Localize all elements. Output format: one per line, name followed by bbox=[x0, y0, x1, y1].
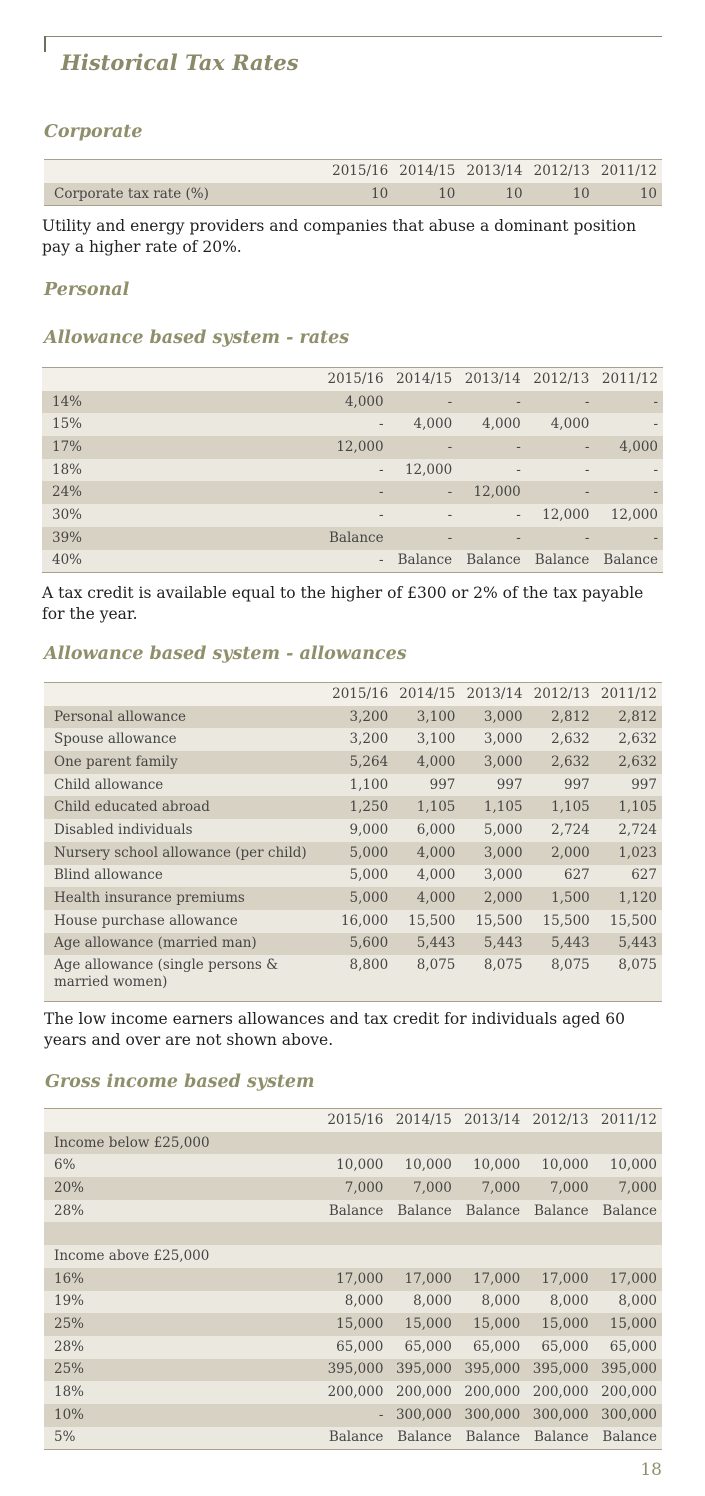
year-header-cell: 2011/12 bbox=[594, 368, 663, 391]
value-cell: 4,000 bbox=[393, 865, 460, 888]
year-header-row bbox=[44, 683, 662, 706]
value-cell: Balance bbox=[389, 550, 458, 573]
table-row bbox=[44, 728, 662, 751]
value-cell: 5,443 bbox=[393, 933, 460, 956]
value-cell: 997 bbox=[595, 774, 662, 797]
value-cell: 3,200 bbox=[326, 706, 393, 729]
value-cell: 997 bbox=[528, 774, 595, 797]
row-label: Corporate tax rate (%) bbox=[44, 183, 326, 206]
value-cell: - bbox=[594, 481, 663, 504]
value-cell: 2,000 bbox=[460, 887, 527, 910]
value-cell: 395,000 bbox=[320, 1359, 388, 1382]
value-cell: Balance bbox=[388, 1200, 456, 1223]
table-row bbox=[42, 413, 663, 436]
value-cell: 5,443 bbox=[595, 933, 662, 956]
row-label: House purchase allowance bbox=[44, 910, 326, 933]
rates-table bbox=[42, 367, 663, 573]
year-header-cell: 2011/12 bbox=[595, 683, 662, 706]
year-header-cell: 2011/12 bbox=[595, 160, 662, 183]
value-cell: 10,000 bbox=[388, 1154, 456, 1177]
table-row bbox=[42, 550, 663, 573]
value-cell: 15,000 bbox=[594, 1313, 662, 1336]
value-cell: 395,000 bbox=[388, 1359, 456, 1382]
value-cell: 8,075 bbox=[393, 955, 460, 1002]
gross-income-table bbox=[44, 1108, 662, 1450]
row-label: Income below £25,000 bbox=[44, 1132, 320, 1155]
value-cell: 627 bbox=[595, 865, 662, 888]
row-label: 10% bbox=[44, 1404, 320, 1427]
value-cell: 12,000 bbox=[320, 436, 389, 459]
year-header-cell: 2014/15 bbox=[393, 160, 460, 183]
value-cell bbox=[594, 1222, 662, 1245]
value-cell bbox=[525, 1222, 593, 1245]
row-label: Personal allowance bbox=[44, 706, 326, 729]
value-cell: 7,000 bbox=[320, 1177, 388, 1200]
value-cell: 2,632 bbox=[595, 728, 662, 751]
value-cell: 1,100 bbox=[326, 774, 393, 797]
value-cell: 200,000 bbox=[594, 1381, 662, 1404]
value-cell: 65,000 bbox=[388, 1336, 456, 1359]
year-header-cell: 2015/16 bbox=[326, 683, 393, 706]
row-label: Spouse allowance bbox=[44, 728, 326, 751]
table-row bbox=[44, 706, 662, 729]
value-cell: 10,000 bbox=[594, 1154, 662, 1177]
year-header-cell: 2011/12 bbox=[594, 1109, 662, 1132]
table-row bbox=[44, 183, 662, 206]
value-cell: 15,500 bbox=[528, 910, 595, 933]
allowances-heading: Allowance based system - allowances bbox=[44, 644, 407, 664]
value-cell: 3,000 bbox=[460, 842, 527, 865]
row-label: 16% bbox=[44, 1268, 320, 1291]
page-number: 18 bbox=[640, 1460, 662, 1480]
value-cell: 17,000 bbox=[594, 1268, 662, 1291]
value-cell: 6,000 bbox=[393, 819, 460, 842]
table-row bbox=[42, 391, 663, 414]
corporate-tax-table bbox=[44, 159, 662, 206]
value-cell: 997 bbox=[460, 774, 527, 797]
value-cell: 1,105 bbox=[460, 796, 527, 819]
value-cell: - bbox=[320, 459, 389, 482]
value-cell: - bbox=[320, 481, 389, 504]
value-cell: - bbox=[457, 527, 526, 550]
value-cell: 8,075 bbox=[595, 955, 662, 1002]
rates-note: A tax credit is available equal to the higher of £300 or 2% of the tax payable for the year. bbox=[42, 584, 644, 623]
value-cell: Balance bbox=[320, 527, 389, 550]
table-row bbox=[42, 459, 663, 482]
value-cell: 15,500 bbox=[595, 910, 662, 933]
table-row bbox=[44, 1381, 662, 1404]
value-cell: 5,000 bbox=[326, 842, 393, 865]
value-cell: 4,000 bbox=[393, 842, 460, 865]
row-label: 20% bbox=[44, 1177, 320, 1200]
table-row bbox=[44, 955, 662, 1002]
table-row bbox=[42, 436, 663, 459]
table-row bbox=[44, 1132, 662, 1155]
value-cell: 8,000 bbox=[525, 1291, 593, 1314]
value-cell: 16,000 bbox=[326, 910, 393, 933]
value-cell: - bbox=[526, 436, 595, 459]
table-row bbox=[44, 865, 662, 888]
row-label: Income above £25,000 bbox=[44, 1245, 320, 1268]
value-cell: - bbox=[526, 391, 595, 414]
value-cell: 12,000 bbox=[594, 504, 663, 527]
value-cell: 200,000 bbox=[388, 1381, 456, 1404]
value-cell: 4,000 bbox=[526, 413, 595, 436]
table-row bbox=[44, 1336, 662, 1359]
value-cell: 5,000 bbox=[326, 887, 393, 910]
row-label: Age allowance (single persons & married women) bbox=[44, 955, 326, 1002]
row-label: 14% bbox=[42, 391, 320, 414]
value-cell: 3,200 bbox=[326, 728, 393, 751]
row-label: 17% bbox=[42, 436, 320, 459]
table-row bbox=[44, 1313, 662, 1336]
value-cell: 2,812 bbox=[595, 706, 662, 729]
value-cell: - bbox=[389, 527, 458, 550]
value-cell: 2,632 bbox=[595, 751, 662, 774]
value-cell: 8,000 bbox=[594, 1291, 662, 1314]
value-cell: 1,500 bbox=[528, 887, 595, 910]
table-row bbox=[44, 1291, 662, 1314]
value-cell: 2,724 bbox=[528, 819, 595, 842]
table-row bbox=[44, 1268, 662, 1291]
table-row bbox=[44, 1427, 662, 1450]
value-cell: - bbox=[457, 459, 526, 482]
year-header-cell: 2012/13 bbox=[526, 368, 595, 391]
year-header-cell: 2012/13 bbox=[525, 1109, 593, 1132]
value-cell bbox=[388, 1222, 456, 1245]
value-cell: 10 bbox=[595, 183, 662, 206]
value-cell: 200,000 bbox=[320, 1381, 388, 1404]
header-blank-cell bbox=[42, 368, 320, 391]
value-cell: Balance bbox=[594, 550, 663, 573]
header-blank-cell bbox=[44, 683, 326, 706]
year-header-row bbox=[44, 1109, 662, 1132]
value-cell: 7,000 bbox=[388, 1177, 456, 1200]
value-cell: 2,724 bbox=[595, 819, 662, 842]
row-label: 5% bbox=[44, 1427, 320, 1450]
value-cell bbox=[320, 1132, 388, 1155]
value-cell: Balance bbox=[320, 1200, 388, 1223]
header-blank-cell bbox=[44, 160, 326, 183]
year-header-cell: 2013/14 bbox=[460, 683, 527, 706]
value-cell: 17,000 bbox=[388, 1268, 456, 1291]
value-cell: 7,000 bbox=[457, 1177, 525, 1200]
value-cell: 5,000 bbox=[326, 865, 393, 888]
value-cell: 627 bbox=[528, 865, 595, 888]
value-cell: 4,000 bbox=[457, 413, 526, 436]
row-label: 39% bbox=[42, 527, 320, 550]
value-cell bbox=[457, 1245, 525, 1268]
rates-heading: Allowance based system - rates bbox=[44, 328, 350, 348]
value-cell: 4,000 bbox=[393, 751, 460, 774]
value-cell: 1,250 bbox=[326, 796, 393, 819]
corporate-note: Utility and energy providers and companies that abuse a dominant position pay a higher rate of 20%. bbox=[42, 217, 637, 256]
value-cell: - bbox=[594, 391, 663, 414]
value-cell: 4,000 bbox=[594, 436, 663, 459]
row-label: 24% bbox=[42, 481, 320, 504]
value-cell: 395,000 bbox=[457, 1359, 525, 1382]
value-cell: 3,000 bbox=[460, 751, 527, 774]
value-cell: 395,000 bbox=[525, 1359, 593, 1382]
value-cell: 300,000 bbox=[457, 1404, 525, 1427]
value-cell: 8,800 bbox=[326, 955, 393, 1002]
value-cell: - bbox=[457, 436, 526, 459]
value-cell: - bbox=[389, 436, 458, 459]
value-cell: 7,000 bbox=[594, 1177, 662, 1200]
corporate-heading: Corporate bbox=[44, 122, 143, 142]
row-label: 28% bbox=[44, 1200, 320, 1223]
value-cell: 3,000 bbox=[460, 865, 527, 888]
year-header-cell: 2013/14 bbox=[460, 160, 527, 183]
value-cell: 10,000 bbox=[525, 1154, 593, 1177]
value-cell bbox=[388, 1132, 456, 1155]
value-cell: 8,075 bbox=[460, 955, 527, 1002]
value-cell: 200,000 bbox=[525, 1381, 593, 1404]
value-cell: Balance bbox=[457, 1200, 525, 1223]
value-cell: 12,000 bbox=[526, 504, 595, 527]
value-cell: 10,000 bbox=[457, 1154, 525, 1177]
value-cell: - bbox=[320, 1404, 388, 1427]
row-label: One parent family bbox=[44, 751, 326, 774]
value-cell bbox=[320, 1222, 388, 1245]
row-label: 18% bbox=[42, 459, 320, 482]
value-cell: 17,000 bbox=[525, 1268, 593, 1291]
year-header-cell: 2012/13 bbox=[528, 683, 595, 706]
value-cell: 300,000 bbox=[388, 1404, 456, 1427]
header-blank-cell bbox=[44, 1109, 320, 1132]
row-label: Health insurance premiums bbox=[44, 887, 326, 910]
value-cell: 5,443 bbox=[460, 933, 527, 956]
value-cell: 10 bbox=[528, 183, 595, 206]
value-cell: - bbox=[389, 391, 458, 414]
value-cell: 4,000 bbox=[393, 887, 460, 910]
value-cell: 3,100 bbox=[393, 728, 460, 751]
value-cell: - bbox=[457, 504, 526, 527]
value-cell: 10 bbox=[326, 183, 393, 206]
personal-heading: Personal bbox=[44, 280, 130, 300]
year-header-cell: 2013/14 bbox=[457, 1109, 525, 1132]
value-cell: - bbox=[594, 459, 663, 482]
table-row bbox=[42, 527, 663, 550]
value-cell: 2,632 bbox=[528, 751, 595, 774]
value-cell: 15,500 bbox=[460, 910, 527, 933]
value-cell: 5,443 bbox=[528, 933, 595, 956]
value-cell: 8,000 bbox=[457, 1291, 525, 1314]
value-cell: - bbox=[594, 527, 663, 550]
value-cell: 1,105 bbox=[595, 796, 662, 819]
value-cell: Balance bbox=[526, 550, 595, 573]
value-cell: 9,000 bbox=[326, 819, 393, 842]
value-cell bbox=[320, 1245, 388, 1268]
row-label: 30% bbox=[42, 504, 320, 527]
year-header-cell: 2014/15 bbox=[393, 683, 460, 706]
row-label: Age allowance (married man) bbox=[44, 933, 326, 956]
value-cell: 2,632 bbox=[528, 728, 595, 751]
table-row bbox=[44, 1359, 662, 1382]
year-header-row bbox=[44, 160, 662, 183]
row-label: 15% bbox=[42, 413, 320, 436]
value-cell: 5,264 bbox=[326, 751, 393, 774]
value-cell: - bbox=[320, 550, 389, 573]
table-row bbox=[44, 1154, 662, 1177]
value-cell: Balance bbox=[388, 1427, 456, 1450]
value-cell: 15,500 bbox=[393, 910, 460, 933]
value-cell: 7,000 bbox=[525, 1177, 593, 1200]
value-cell: 15,000 bbox=[388, 1313, 456, 1336]
table-row bbox=[44, 751, 662, 774]
table-row bbox=[44, 933, 662, 956]
row-label: 18% bbox=[44, 1381, 320, 1404]
table-row bbox=[42, 481, 663, 504]
value-cell: 4,000 bbox=[320, 391, 389, 414]
row-label: Disabled individuals bbox=[44, 819, 326, 842]
value-cell: 17,000 bbox=[457, 1268, 525, 1291]
row-label: Child allowance bbox=[44, 774, 326, 797]
value-cell bbox=[388, 1245, 456, 1268]
value-cell: 395,000 bbox=[594, 1359, 662, 1382]
table-row bbox=[44, 910, 662, 933]
table-row bbox=[44, 1222, 662, 1245]
value-cell: 8,000 bbox=[388, 1291, 456, 1314]
value-cell bbox=[594, 1132, 662, 1155]
value-cell: 5,000 bbox=[460, 819, 527, 842]
value-cell: Balance bbox=[457, 1427, 525, 1450]
row-label bbox=[44, 1222, 320, 1245]
value-cell bbox=[525, 1132, 593, 1155]
value-cell: - bbox=[526, 481, 595, 504]
table-row bbox=[44, 842, 662, 865]
value-cell: - bbox=[389, 504, 458, 527]
row-label: Blind allowance bbox=[44, 865, 326, 888]
year-header-cell: 2015/16 bbox=[326, 160, 393, 183]
table-row bbox=[44, 1404, 662, 1427]
gross-heading: Gross income based system bbox=[45, 1072, 315, 1092]
year-header-cell: 2014/15 bbox=[388, 1109, 456, 1132]
value-cell: 65,000 bbox=[525, 1336, 593, 1359]
value-cell: Balance bbox=[320, 1427, 388, 1450]
value-cell bbox=[594, 1245, 662, 1268]
value-cell: 3,000 bbox=[460, 706, 527, 729]
table-row bbox=[44, 887, 662, 910]
value-cell: 12,000 bbox=[457, 481, 526, 504]
value-cell: 15,000 bbox=[320, 1313, 388, 1336]
year-header-cell: 2015/16 bbox=[320, 368, 389, 391]
allowances-note: The low income earners allowances and tax credit for individuals aged 60 years and over are not shown above. bbox=[44, 1010, 625, 1049]
row-label: 25% bbox=[44, 1359, 320, 1382]
year-header-cell: 2013/14 bbox=[457, 368, 526, 391]
row-label: 25% bbox=[44, 1313, 320, 1336]
row-label: 6% bbox=[44, 1154, 320, 1177]
year-header-cell: 2015/16 bbox=[320, 1109, 388, 1132]
value-cell: 15,000 bbox=[525, 1313, 593, 1336]
value-cell: - bbox=[594, 413, 663, 436]
value-cell: 65,000 bbox=[320, 1336, 388, 1359]
row-label: 40% bbox=[42, 550, 320, 573]
table-row bbox=[44, 1200, 662, 1223]
table-row bbox=[42, 504, 663, 527]
value-cell: 17,000 bbox=[320, 1268, 388, 1291]
value-cell: 10 bbox=[460, 183, 527, 206]
value-cell: - bbox=[320, 504, 389, 527]
value-cell: 8,075 bbox=[528, 955, 595, 1002]
value-cell: 300,000 bbox=[594, 1404, 662, 1427]
value-cell: 10,000 bbox=[320, 1154, 388, 1177]
page-title: Historical Tax Rates bbox=[61, 50, 299, 75]
value-cell: - bbox=[389, 481, 458, 504]
year-header-cell: 2012/13 bbox=[528, 160, 595, 183]
table-row bbox=[44, 1177, 662, 1200]
value-cell: 2,812 bbox=[528, 706, 595, 729]
table-row bbox=[44, 796, 662, 819]
value-cell: 8,000 bbox=[320, 1291, 388, 1314]
value-cell bbox=[525, 1245, 593, 1268]
value-cell: 15,000 bbox=[457, 1313, 525, 1336]
value-cell: Balance bbox=[594, 1200, 662, 1223]
value-cell bbox=[457, 1132, 525, 1155]
value-cell: - bbox=[320, 413, 389, 436]
value-cell: 1,105 bbox=[528, 796, 595, 819]
value-cell: 1,105 bbox=[393, 796, 460, 819]
value-cell: 997 bbox=[393, 774, 460, 797]
value-cell: Balance bbox=[525, 1200, 593, 1223]
value-cell: - bbox=[526, 459, 595, 482]
value-cell: - bbox=[526, 527, 595, 550]
table-row bbox=[44, 819, 662, 842]
value-cell: - bbox=[457, 391, 526, 414]
value-cell: 10 bbox=[393, 183, 460, 206]
row-label: 28% bbox=[44, 1336, 320, 1359]
table-row bbox=[44, 1245, 662, 1268]
value-cell: 2,000 bbox=[528, 842, 595, 865]
allowances-table bbox=[44, 682, 662, 1002]
value-cell: 3,100 bbox=[393, 706, 460, 729]
row-label: Child educated abroad bbox=[44, 796, 326, 819]
value-cell: 65,000 bbox=[594, 1336, 662, 1359]
value-cell: 4,000 bbox=[389, 413, 458, 436]
value-cell: 12,000 bbox=[389, 459, 458, 482]
table-row bbox=[44, 774, 662, 797]
value-cell: Balance bbox=[594, 1427, 662, 1450]
value-cell bbox=[457, 1222, 525, 1245]
value-cell: 300,000 bbox=[525, 1404, 593, 1427]
value-cell: 1,023 bbox=[595, 842, 662, 865]
value-cell: Balance bbox=[457, 550, 526, 573]
page-frame-left-rule bbox=[44, 36, 46, 52]
value-cell: 200,000 bbox=[457, 1381, 525, 1404]
value-cell: 5,600 bbox=[326, 933, 393, 956]
year-header-row bbox=[42, 368, 663, 391]
row-label: Nursery school allowance (per child) bbox=[44, 842, 326, 865]
value-cell: 3,000 bbox=[460, 728, 527, 751]
page-frame-top-rule bbox=[44, 36, 662, 37]
value-cell: 1,120 bbox=[595, 887, 662, 910]
row-label: 19% bbox=[44, 1291, 320, 1314]
year-header-cell: 2014/15 bbox=[389, 368, 458, 391]
value-cell: Balance bbox=[525, 1427, 593, 1450]
value-cell: 65,000 bbox=[457, 1336, 525, 1359]
